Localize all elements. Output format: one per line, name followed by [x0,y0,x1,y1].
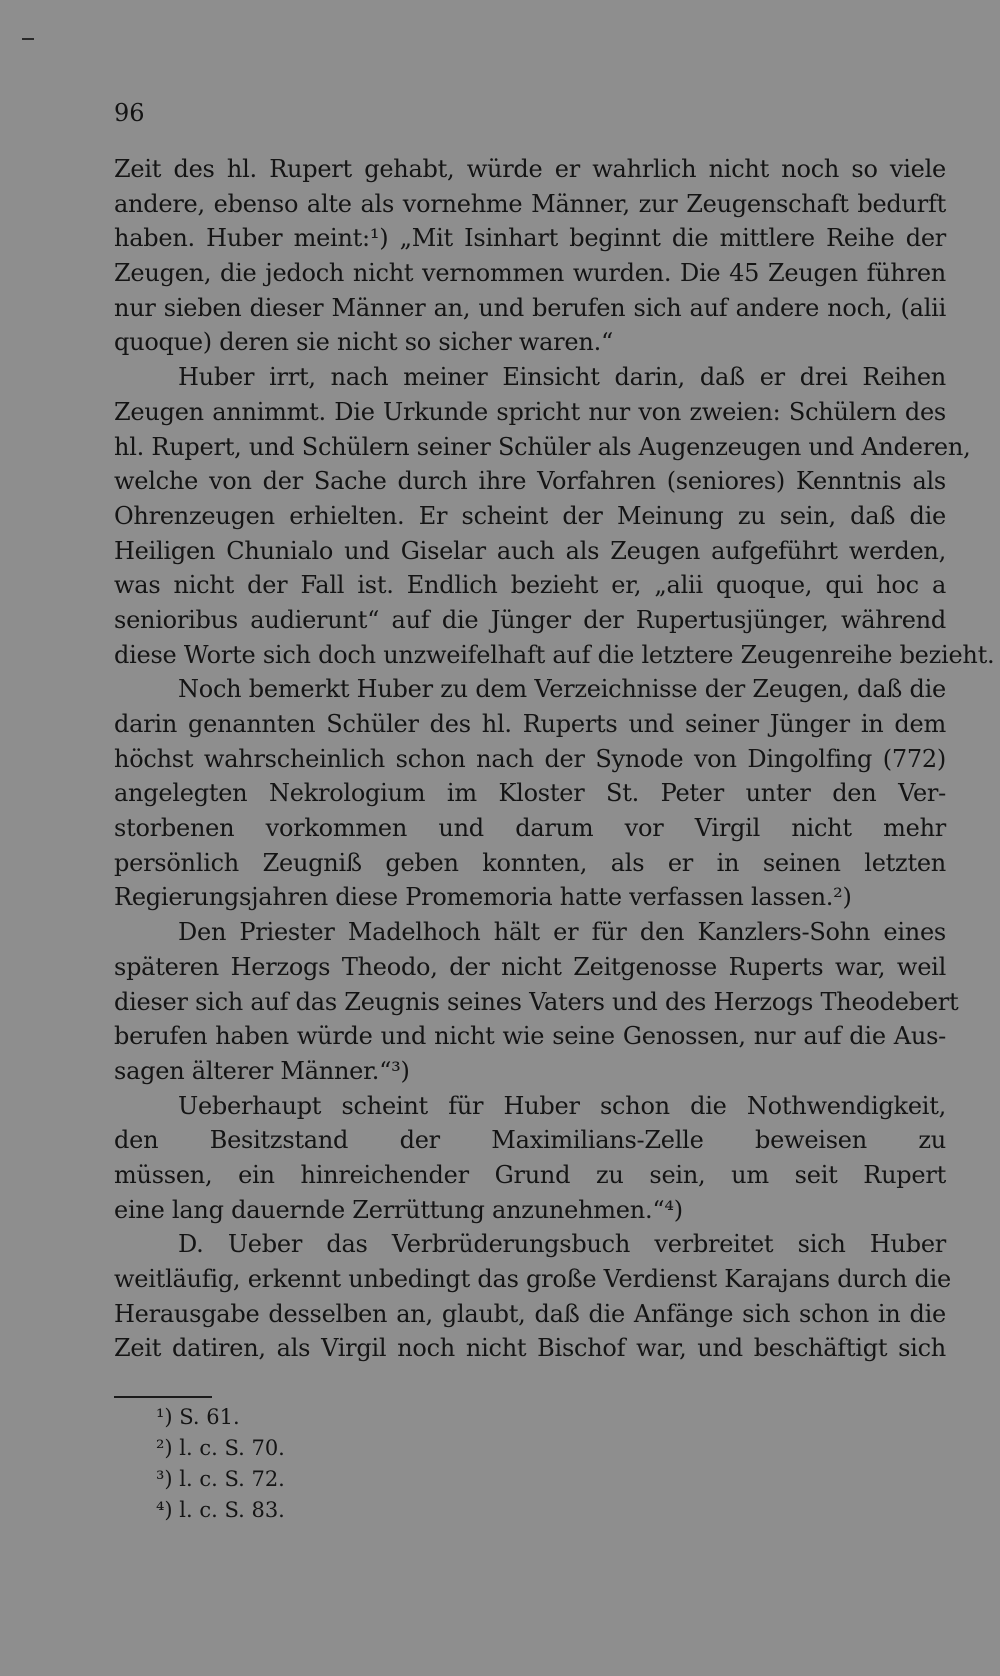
text-line: dieser sich auf das Zeugnis seines Vaters und des Herzogs Theodebert [114,987,959,1016]
text-line: persönlich Zeugniß geben konnten, als er in seinen letzten [114,848,946,877]
text-line: müssen, ein hinreichender Grund zu sein, um seit Rupert [114,1160,946,1189]
footnote: ¹) S. 61. [156,1405,240,1429]
text-line: eine lang dauernde Zerrüttung anzunehmen.“⁴) [114,1195,683,1224]
text-line: Den Priester Madelhoch hält er für den Kanzlers-Sohn eines [178,918,946,947]
text-line: Zeit des hl. Rupert gehabt, würde er wahrlich nicht noch so viele [114,155,946,183]
text-line: den Besitzstand der Maximilians-Zelle beweisen zu [114,1126,946,1155]
text-line: welche von der Sache durch ihre Vorfahren (seniores) Kenntnis als [114,467,946,496]
text-line: angelegten Nekrologium im Kloster St. Peter unter den Ver- [114,779,946,808]
text-line: Noch bemerkt Huber zu dem Verzeichnisse der Zeugen, daß die [178,675,946,704]
page-number: 96 [114,99,145,127]
text-line: Ohrenzeugen erhielten. Er scheint der Meinung zu sein, daß die [114,501,946,530]
text-line: D. Ueber das Verbrüderungsbuch verbreitet sich Huber [178,1230,946,1259]
scan-mark [22,38,34,40]
text-line: Herausgabe desselben an, glaubt, daß die Anfänge sich schon in die [114,1299,946,1328]
text-line: weitläufig, erkennt unbedingt das große Verdienst Karajans durch die [114,1265,952,1293]
text-line: hl. Rupert, und Schülern seiner Schüler als Augenzeugen und Anderen, [114,432,971,461]
text-line: Zeugen, die jedoch nicht vernommen wurden. Die 45 Zeugen führen [114,259,946,288]
text-line: Zeugen annimmt. Die Urkunde spricht nur von zweien: Schülern des [114,397,946,426]
body-text [114,152,995,1366]
footnote: ³) l. c. S. 72. [156,1467,285,1491]
text-line: darin genannten Schüler des hl. Ruperts und seiner Jünger in dem [114,710,946,738]
text-line: senioribus audierunt“ auf die Jünger der Rupertusjünger, während [114,605,946,634]
footnote: ²) l. c. S. 70. [156,1436,285,1460]
text-line: berufen haben würde und nicht wie seine Genossen, nur auf die Aus- [114,1022,946,1051]
text-line: Ueberhaupt scheint für Huber schon die Nothwendigkeit, [178,1091,946,1120]
text-line: sagen älterer Männer.“³) [114,1056,410,1085]
footnote-divider [114,1396,212,1398]
text-line: haben. Huber meint:¹) „Mit Isinhart beginnt die mittlere Reihe der [114,224,946,253]
text-line: Huber irrt, nach meiner Einsicht darin, daß er drei Reihen [178,363,946,392]
text-line: späteren Herzogs Theodo, der nicht Zeitgenosse Ruperts war, weil [114,952,946,981]
text-line: Heiligen Chunialo und Giselar auch als Zeugen aufgeführt werden, [114,536,946,565]
text-line: quoque) deren sie nicht so sicher waren.“ [114,328,613,357]
text-line: storbenen vorkommen und darum vor Virgil nicht mehr [114,814,946,843]
text-line: Zeit datiren, als Virgil noch nicht Bischof war, und beschäftigt sich [114,1334,946,1363]
text-line: diese Worte sich doch unzweifelhaft auf die letztere Zeugenreihe bezieht. [114,640,995,669]
footnote: ⁴) l. c. S. 83. [156,1498,285,1522]
text-line: Regierungsjahren diese Promemoria hatte verfassen lassen.²) [114,883,852,912]
text-line: nur sieben dieser Männer an, und berufen sich auf andere noch, (alii [114,293,946,322]
text-line: höchst wahrscheinlich schon nach der Synode von Dingolfing (772) [114,744,946,773]
text-line: andere, ebenso alte als vornehme Männer, zur Zeugenschaft bedurft [114,189,946,218]
text-line: was nicht der Fall ist. Endlich bezieht er, „alii quoque, qui hoc a [114,571,946,600]
footnotes [156,1402,285,1526]
